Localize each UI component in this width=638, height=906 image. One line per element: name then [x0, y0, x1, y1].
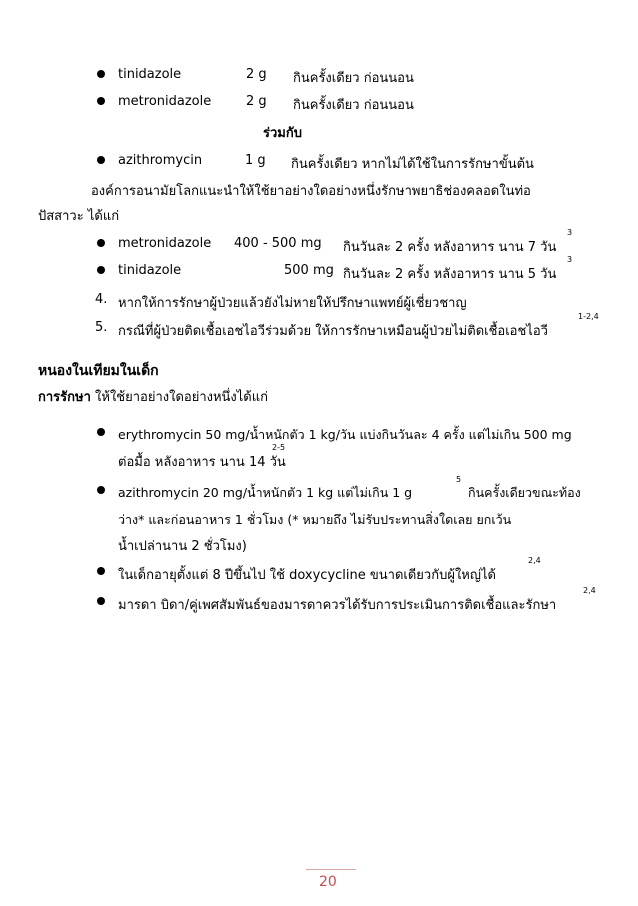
- treatment-label: การรักษา: [38, 390, 91, 405]
- drug-dose: 500 mg: [284, 263, 334, 278]
- reference-superscript: 3: [567, 255, 573, 264]
- bullet-icon: [97, 70, 105, 78]
- bullet-icon: [97, 239, 105, 247]
- footer-divider: [306, 869, 356, 870]
- drug-name: azithromycin: [118, 153, 203, 168]
- bullet-icon: [97, 266, 105, 274]
- reference-superscript: 1-2,4: [578, 312, 599, 321]
- drug-name: metronidazole: [118, 236, 212, 251]
- drug-dose: 400 - 500 mg: [234, 236, 322, 251]
- bullet-icon: [97, 597, 105, 605]
- drug-instruction: กินครั้งเดียว ก่อนนอน: [293, 98, 414, 113]
- bullet-icon: [97, 486, 105, 494]
- drug-name: tinidazole: [118, 263, 182, 278]
- bullet-icon: [97, 567, 105, 575]
- azithromycin-line: น้ำเปล่านาน 2 ชั่วโมง): [118, 539, 247, 554]
- list-text: กรณีที่ผู้ป่วยติดเชื้อเอชไอวีร่วมด้วย ให้การรักษาเหมือนผู้ป่วยไม่ติดเชื้อเอชไอวี: [118, 324, 548, 339]
- reference-superscript: 2,4: [528, 556, 541, 565]
- combine-label: ร่วมกับ: [263, 126, 302, 141]
- azithromycin-line: กินครั้งเดียวขณะท้อง: [468, 485, 581, 500]
- drug-instruction: กินครั้งเดียว ก่อนนอน: [293, 71, 414, 86]
- list-number: 5.: [95, 320, 108, 335]
- erythromycin-line: ต่อมื้อ หลังอาหาร นาน 14 วัน: [118, 455, 286, 470]
- azithromycin-line: azithromycin 20 mg/น้ำหนักตัว 1 kg แต่ไม่เกิน 1 g: [118, 485, 413, 500]
- doxycycline-line: ในเด็กอายุตั้งแต่ 8 ปีขึ้นไป ใช้ doxycycline ขนาดเดียวกับผู้ใหญ่ได้: [118, 568, 496, 583]
- drug-instruction: กินวันละ 2 ครั้ง หลังอาหาร นาน 7 วัน: [343, 240, 557, 255]
- treatment-text: ให้ใช้ยาอย่างใดอย่างหนึ่งได้แก่: [90, 390, 268, 405]
- paragraph-line: ปัสสาวะ ได้แก่: [38, 209, 120, 224]
- bullet-icon: [97, 97, 105, 105]
- page-number: 20: [319, 874, 337, 890]
- list-text: หากให้การรักษาผู้ป่วยแล้วยังไม่หายให้ปรึกษาแพทย์ผู้เชี่ยวชาญ: [118, 296, 467, 311]
- reference-superscript: 5: [456, 475, 462, 484]
- treatment-line: [38, 386, 268, 407]
- reference-superscript: 2-5: [272, 443, 286, 452]
- bullet-icon: [97, 428, 105, 436]
- section-heading: หนองในเทียมในเด็ก: [38, 363, 159, 379]
- paragraph-line: องค์การอนามัยโลกแนะนำให้ใช้ยาอย่างใดอย่างหนึ่งรักษาพยาธิช่องคลอดในท่อ: [91, 184, 531, 199]
- reference-superscript: 3: [567, 228, 573, 237]
- reference-superscript: 2,4: [583, 586, 596, 595]
- drug-instruction: กินวันละ 2 ครั้ง หลังอาหาร นาน 5 วัน: [343, 267, 557, 282]
- drug-name: tinidazole: [118, 67, 182, 82]
- bullet-icon: [97, 156, 105, 164]
- erythromycin-line: erythromycin 50 mg/น้ำหนักตัว 1 kg/วัน แบ่งกินวันละ 4 ครั้ง แต่ไม่เกิน 500 mg: [118, 427, 572, 442]
- drug-dose: 2 g: [246, 94, 267, 109]
- azithromycin-line: ว่าง* และก่อนอาหาร 1 ชั่วโมง (* หมายถึง ไม่รับประทานสิ่งใดเลย ยกเว้น: [118, 512, 512, 527]
- drug-name: metronidazole: [118, 94, 212, 109]
- drug-instruction: กินครั้งเดียว หากไม่ได้ใช้ในการรักษาขั้นต้น: [291, 157, 534, 172]
- drug-dose: 2 g: [246, 67, 267, 82]
- list-number: 4.: [95, 292, 108, 307]
- mother-line: มารดา บิดา/คู่เพศสัมพันธ์ของมารดาควรได้รับการประเมินการติดเชื้อและรักษา: [118, 598, 557, 613]
- drug-dose: 1 g: [245, 153, 266, 168]
